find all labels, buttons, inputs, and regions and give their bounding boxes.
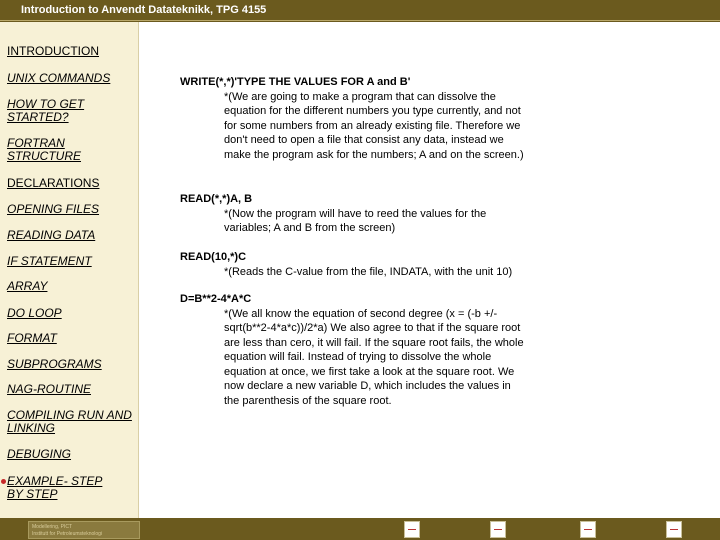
sidebar-item-label: SUBPROGRAMS [7, 357, 102, 371]
sidebar-item-nag-routine[interactable] [7, 383, 135, 396]
sidebar-item-reading-data[interactable] [7, 229, 135, 242]
code-explanation: *(Reads the C-value from the file, INDATA, with the unit 10) [224, 265, 513, 278]
sidebar-item-label: FORTRAN STRUCTURE [7, 136, 81, 163]
sidebar-item-fortran-structure[interactable] [7, 137, 97, 163]
sidebar-item-label: HOW TO GET STARTED? [7, 97, 85, 124]
sidebar-item-label: EXAMPLE- STEP BY STEP [7, 474, 103, 501]
code-statement: READ(*,*)A, B [180, 193, 253, 205]
sidebar-item-label: FORMAT [7, 331, 57, 345]
sidebar-item-opening-files[interactable] [7, 203, 135, 216]
sidebar-item-label: IF STATEMENT [7, 254, 92, 268]
code-statement: READ(10,*)C [180, 251, 247, 263]
code-statement: WRITE(*,*)'TYPE THE VALUES FOR A and B' [180, 76, 411, 88]
presentation-title: Introduction to Anvendt Datateknikk, TPG 4155 [21, 4, 267, 16]
sidebar-item-label: DECLARATIONS [7, 176, 100, 190]
sidebar-item-array[interactable] [7, 280, 135, 293]
sidebar-item-label: DEBUGING [7, 447, 72, 461]
sidebar-item-label: COMPILING RUN AND LINKING [7, 408, 132, 435]
next-slide-button[interactable] [580, 521, 596, 538]
logo-text: Modellering, PICT [32, 524, 73, 530]
logo-text: Institutt for Petroleumsteknologi [32, 531, 103, 537]
footer-bar [0, 518, 720, 540]
sidebar-item-unix-commands[interactable] [7, 72, 135, 85]
sidebar-item-debuging[interactable] [7, 448, 135, 461]
sidebar-nav [0, 22, 139, 518]
last-slide-button[interactable] [666, 521, 682, 538]
sidebar-item-label: UNIX COMMANDS [7, 71, 111, 85]
institution-logo [28, 521, 140, 539]
code-statement: D=B**2-4*A*C [180, 293, 252, 305]
sidebar-item-how-to-get-started[interactable] [7, 98, 117, 124]
previous-slide-button[interactable] [490, 521, 506, 538]
sidebar-item-compiling-run-and-linking[interactable] [7, 409, 137, 435]
sidebar-item-format[interactable] [7, 332, 135, 345]
sidebar-item-label: ARRAY [7, 279, 48, 293]
first-slide-button[interactable] [404, 521, 420, 538]
sidebar-item-subprograms[interactable] [7, 358, 135, 371]
sidebar-item-label: OPENING FILES [7, 202, 100, 216]
sidebar-item-label: INTRODUCTION [7, 44, 99, 58]
sidebar-item-label: NAG-ROUTINE [7, 382, 91, 396]
sidebar-item-introduction[interactable] [7, 45, 135, 58]
code-explanation: *(We all know the equation of second degree (x = (-b +/- sqrt(b**2-4*a*c))/2*a) We also agree to that if the square root are less than cero, it will fail. If the square root fails, the whole equation will fail. Instead of trying to dissolve the whole equation at once, we first take a look at the square root. We now declare a new variable D, which includes the values in the parenthesis of the square root. [224, 307, 524, 407]
code-block [180, 292, 700, 408]
sidebar-item-declarations[interactable] [7, 177, 135, 190]
title-bar [0, 0, 720, 22]
sidebar-item-label: DO LOOP [7, 306, 62, 320]
sidebar-item-example-step-by-step[interactable] [7, 475, 107, 501]
code-block [180, 192, 700, 236]
code-explanation: *(We are going to make a program that can dissolve the equation for the different numbers you type currently, and not for some numbers from an already existing file. Therefore we don't need to open a file that consist any data, instead we make the program ask for the numbers; A and on the screen.) [224, 90, 524, 161]
code-block [180, 250, 700, 279]
sidebar-item-if-statement[interactable] [7, 255, 135, 268]
code-explanation: *(Now the program will have to reed the values for the variables; A and B from the screen) [224, 207, 487, 234]
title-divider [0, 20, 720, 21]
sidebar-item-do-loop[interactable] [7, 307, 135, 320]
code-block [180, 75, 700, 162]
sidebar-item-label: READING DATA [7, 228, 96, 242]
